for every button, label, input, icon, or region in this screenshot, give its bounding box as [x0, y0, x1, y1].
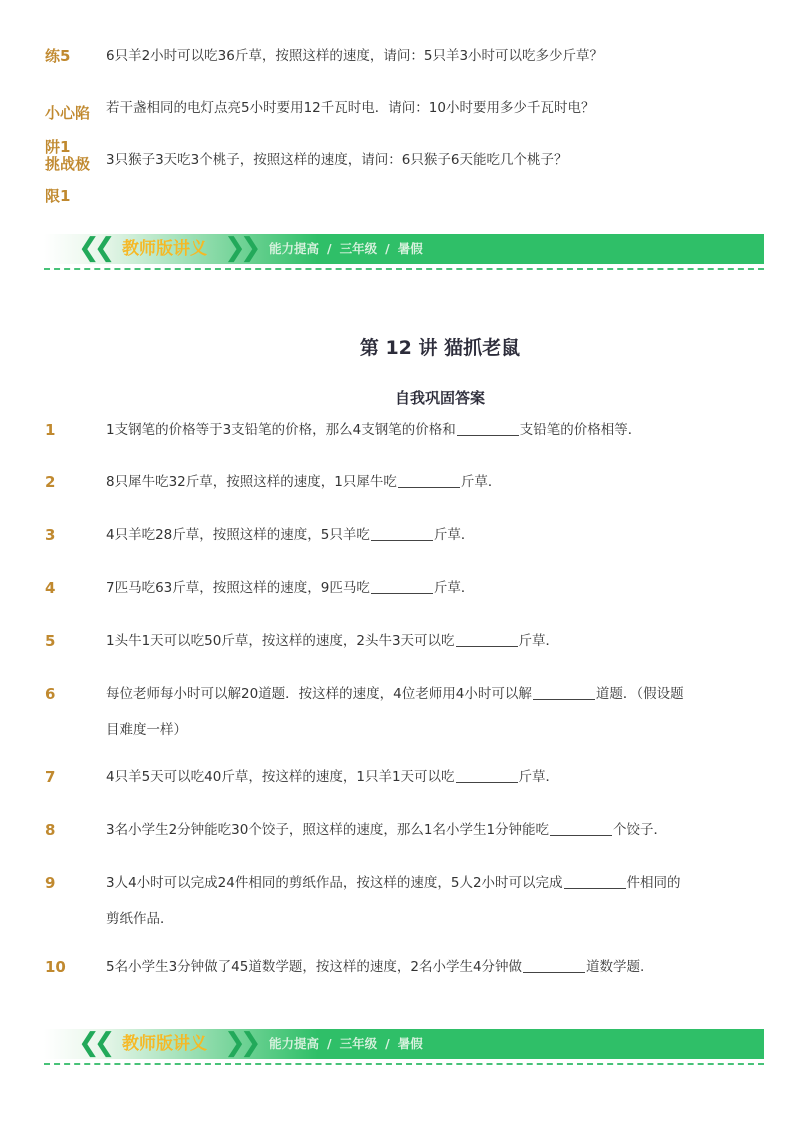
question-text	[106, 865, 726, 937]
banner-title: 教师版讲义	[122, 239, 207, 259]
practice-label: 练5	[45, 47, 71, 65]
banner-divider	[44, 268, 764, 270]
answer-blank[interactable]	[523, 958, 585, 973]
question-prefix: 4只羊吃28斤草，按照这样的速度，5只羊吃	[106, 527, 370, 543]
question-text	[106, 517, 726, 553]
question-continuation: 目难度一样）	[106, 722, 187, 738]
question-prefix: 1头牛1天可以吃50斤草，按这样的速度，2头牛3天可以吃	[106, 633, 455, 649]
question-suffix: 件相同的	[626, 875, 681, 891]
question-number: 8	[45, 821, 56, 839]
question-suffix: 斤草．	[518, 769, 560, 785]
question-continuation: 剪纸作品．	[106, 911, 174, 927]
question-number: 2	[45, 473, 56, 491]
teacher-banner-bottom	[44, 1029, 764, 1063]
question-text	[106, 949, 726, 985]
question-prefix: 3人4小时可以完成24件相同的剪纸作品，按这样的速度，5人2小时可以完成	[106, 875, 563, 891]
question-text	[106, 464, 726, 500]
question-text	[106, 812, 726, 848]
teacher-banner	[44, 234, 764, 268]
question-suffix: 斤草．	[433, 580, 475, 596]
challenge-label: 挑战极限1	[45, 155, 91, 205]
question-number: 10	[45, 958, 66, 976]
question-prefix: 1支钢笔的价格等于3支铅笔的价格，那么4支钢笔的价格和	[106, 422, 456, 438]
chevron-left-icon: ❮❮	[78, 1028, 110, 1058]
question-prefix: 8只犀牛吃32斤草，按照这样的速度，1只犀牛吃	[106, 474, 397, 490]
question-text	[106, 570, 726, 606]
question-number: 7	[45, 768, 56, 786]
answer-blank[interactable]	[533, 685, 595, 700]
banner-breadcrumb: 能力提高 / 三年级 / 暑假	[269, 241, 423, 256]
question-text	[106, 623, 726, 659]
question-prefix: 3名小学生2分钟能吃30个饺子，照这样的速度，那么1名小学生1分钟能吃	[106, 822, 550, 838]
question-number: 6	[45, 685, 56, 703]
section-title: 自我巩固答案	[394, 389, 485, 407]
question-prefix: 4只羊5天可以吃40斤草，按这样的速度，1只羊1天可以吃	[106, 769, 455, 785]
trap-label: 小心陷阱1	[45, 104, 91, 156]
trap-text: 若干盏相同的电灯点亮5小时要用12千瓦时电．请问：10小时要用多少千瓦时电？	[106, 100, 595, 116]
banner-title: 教师版讲义	[122, 1034, 207, 1054]
question-suffix: 斤草．	[460, 474, 502, 490]
question-prefix: 每位老师每小时可以解20道题．按这样的速度，4位老师用4小时可以解	[106, 686, 532, 702]
question-number: 9	[45, 874, 56, 892]
question-number: 3	[45, 526, 56, 544]
answer-blank[interactable]	[550, 821, 612, 836]
practice-text: 6只羊2小时可以吃36斤草，按照这样的速度，请问：5只羊3小时可以吃多少斤草？	[106, 48, 604, 64]
chevron-right-icon: ❯❯	[224, 233, 256, 263]
question-prefix: 5名小学生3分钟做了45道数学题，按这样的速度，2名小学生4分钟做	[106, 959, 523, 975]
question-text	[106, 759, 726, 795]
question-suffix: 斤草．	[518, 633, 560, 649]
question-number: 1	[45, 421, 56, 439]
question-text	[106, 412, 726, 448]
question-suffix: 个饺子．	[613, 822, 668, 838]
answer-blank[interactable]	[371, 579, 433, 594]
lesson-title: 第 12 讲 猫抓老鼠	[359, 337, 521, 359]
question-number: 5	[45, 632, 56, 650]
answer-blank[interactable]	[371, 526, 433, 541]
answer-blank[interactable]	[456, 768, 518, 783]
banner-divider	[44, 1063, 764, 1065]
answer-blank[interactable]	[564, 874, 626, 889]
question-suffix: 支铅笔的价格相等．	[519, 422, 642, 438]
question-suffix: 斤草．	[433, 527, 475, 543]
chevron-right-icon: ❯❯	[224, 1028, 256, 1058]
answer-blank[interactable]	[398, 473, 460, 488]
banner-breadcrumb: 能力提高 / 三年级 / 暑假	[269, 1036, 423, 1051]
question-suffix: 道数学题.	[586, 959, 645, 975]
challenge-text: 3只猴子3天吃3个桃子，按照这样的速度，请问：6只猴子6天能吃几个桃子？	[106, 152, 568, 168]
question-number: 4	[45, 579, 56, 597]
question-text	[106, 676, 726, 748]
chevron-left-icon: ❮❮	[78, 233, 110, 263]
question-prefix: 7匹马吃63斤草，按照这样的速度，9匹马吃	[106, 580, 370, 596]
question-suffix: 道题．（假设题	[595, 686, 684, 702]
answer-blank[interactable]	[457, 421, 519, 436]
answer-blank[interactable]	[456, 632, 518, 647]
